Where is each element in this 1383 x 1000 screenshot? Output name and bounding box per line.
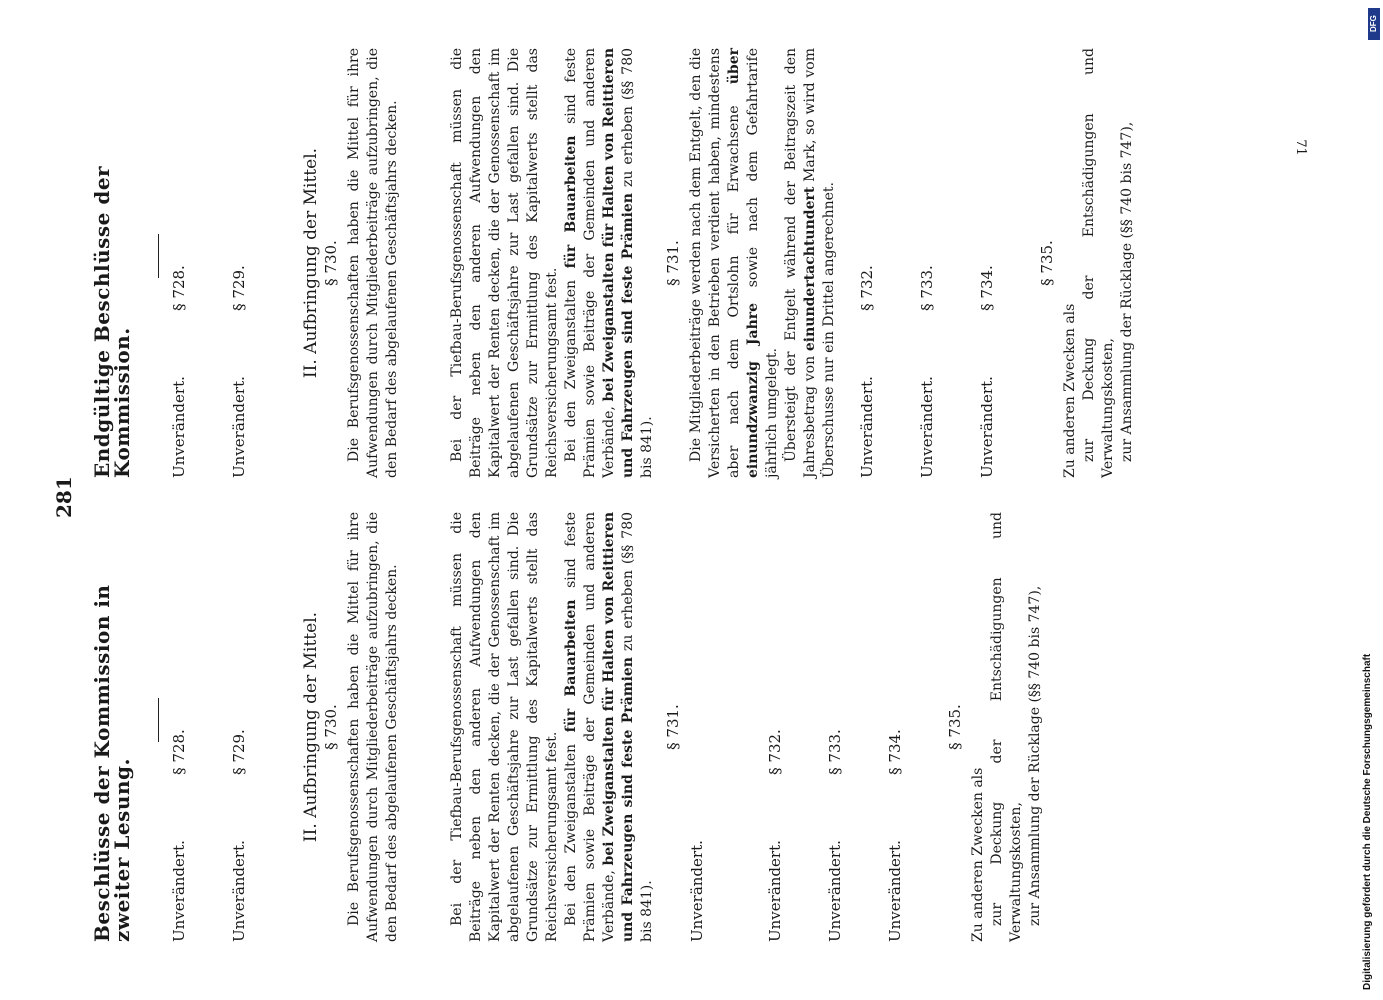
entry-733 (917, 48, 937, 478)
paragraph-number: § 735. (1038, 240, 1056, 286)
paragraph-text: Zu anderen Zwecken als (970, 767, 986, 942)
paragraph-number: § 728. (170, 729, 188, 775)
paragraph-text: Die Berufsgenossenschaften haben die Mittel für ihre Aufwendungen durch Mitgliederbeiträge aufzubringen, die den Bedarf des abgelaufenen Geschäftsjahrs decken. (346, 512, 400, 942)
entry-status: Unverändert. (766, 840, 784, 942)
entry-732 (765, 512, 785, 942)
paragraph-number: § 729. (230, 729, 248, 775)
paragraph-text: Bei der Tiefbau-Berufsgenossenschaft müssen die Beiträge neben den anderen Aufwendungen den Kapitalwert der Renten decken, die der Genossenschaft im abgelaufenen Geschäftsjahre zur Last gefallen sind. Die Grundsätze zur Ermittlung des Kapitalwerts stellt das Reichsversicherungsamt fest. (449, 512, 560, 942)
paragraph-text: Bei der Tiefbau-Berufsgenossenschaft müssen die Beiträge neben den anderen Aufwendungen den Kapitalwert der Renten decken, die der Genossenschaft im abgelaufenen Geschäftsjahre zur Last gefallen sind. Die Grundsätze zur Ermittlung des Kapitalwerts stellt das Reichsversicherungsamt fest. (449, 48, 560, 478)
paragraph-text: Die Mitgliederbeiträge werden nach dem Entgelt, den die Versicherten in den Betrieben verdient haben, mindestens aber nach dem Ortslohn für Erwachsene über einundzwanzig Jahre sowie nach dem Gefahrtarife jährlich umgelegt. (688, 48, 780, 478)
paragraph-number: § 731. (664, 704, 682, 750)
paragraph-number: § 729. (230, 265, 248, 311)
entry-status: Unverändert. (230, 376, 248, 478)
paragraph-number: § 728. (170, 265, 188, 311)
entry-733 (825, 512, 845, 942)
entry-status: Unverändert. (170, 376, 188, 478)
paragraph-number: § 732. (766, 729, 784, 775)
entry-status: Unverändert. (230, 840, 248, 942)
entry-728 (169, 48, 189, 478)
paragraph-text: zur Ansammlung der Rücklage (§§ 740 bis 747), (1119, 121, 1135, 462)
paragraph-number: § 733. (918, 265, 936, 311)
entry-status: Unverändert. (826, 840, 844, 942)
entry-status: Unverändert. (688, 840, 706, 942)
title-rule (158, 698, 159, 742)
entry-728 (169, 512, 189, 942)
section-heading: II. Aufbringung der Mittel. (301, 147, 321, 379)
column-second-reading (92, 512, 1045, 942)
column-title: Endgültige Beschlüsse der Kommission. (90, 165, 134, 478)
entry-731 (687, 512, 707, 942)
entry-status: Unverändert. (858, 376, 876, 478)
page-mark: 71 (1292, 139, 1308, 156)
entry-status: Unverändert. (978, 376, 996, 478)
section-heading: II. Aufbringung der Mittel. (301, 611, 321, 843)
section-funding (301, 48, 657, 478)
entry-732 (857, 48, 877, 478)
paragraph-number: § 735. (946, 704, 964, 750)
paragraph-number: § 734. (886, 729, 904, 775)
entry-734 (885, 512, 905, 942)
entry-status: Unverändert. (170, 840, 188, 942)
paragraph-text: Bei den Zweiganstalten für Bauarbeiten sind feste Prämien sowie Beiträge der Gemeinden und anderen Verbände, bei Zweiganstalten für Halten von Reittieren und Fahrzeugen sind feste Prämien zu erheben (§§ 780 bis 841). (563, 511, 655, 942)
paragraph-text: Bei den Zweiganstalten für Bauarbeiten sind feste Prämien sowie Beiträge der Gemeinden und anderen Verbände, bei Zweiganstalten für Halten von Reittieren und Fahrzeugen sind feste Prämien zu erheben (§§ 780 bis 841). (563, 47, 655, 478)
dfg-logo: DFG (1368, 8, 1380, 40)
entry-734 (977, 48, 997, 478)
paragraph-text: Übersteigt der Entgelt während der Beitragszeit den Jahresbetrag von einundertachtundert Mark, so wird vom Überschusse nur ein Drittel angerechnet. (783, 48, 837, 478)
section-funding (301, 512, 657, 942)
paragraph-number: § 730. (322, 240, 340, 286)
paragraph-text: Zu anderen Zwecken als (1062, 303, 1078, 478)
paragraph-number: § 734. (978, 265, 996, 311)
column-title: Beschlüsse der Kommission in zweiter Lesung. (90, 584, 134, 942)
paragraph-number: § 733. (826, 729, 844, 775)
entry-status: Unverändert. (918, 376, 936, 478)
digitization-credit: Digitalisierung gefördert durch die Deutsche Forschungsgemeinschaft (1362, 653, 1373, 990)
paragraph-text: zur Deckung der Entschädigungen und Verwaltungskosten, (989, 512, 1024, 942)
paragraph-number: § 731. (664, 240, 682, 286)
entry-729 (229, 48, 249, 478)
column-final-resolutions (92, 48, 1137, 478)
entry-729 (229, 512, 249, 942)
paragraph-number: § 732. (858, 265, 876, 311)
entry-status: Unverändert. (886, 840, 904, 942)
page-number: 281 (52, 476, 76, 518)
paragraph-text: Die Berufsgenossenschaften haben die Mittel für ihre Aufwendungen durch Mitgliederbeiträge aufzubringen, die den Bedarf des abgelaufenen Geschäftsjahrs decken. (346, 48, 400, 478)
paragraph-number: § 730. (322, 704, 340, 750)
paragraph-text: zur Deckung der Entschädigungen und Verwaltungskosten, (1081, 48, 1116, 478)
title-rule (158, 234, 159, 278)
paragraph-text: zur Ansammlung der Rücklage (§§ 740 bis 747), (1027, 585, 1043, 926)
